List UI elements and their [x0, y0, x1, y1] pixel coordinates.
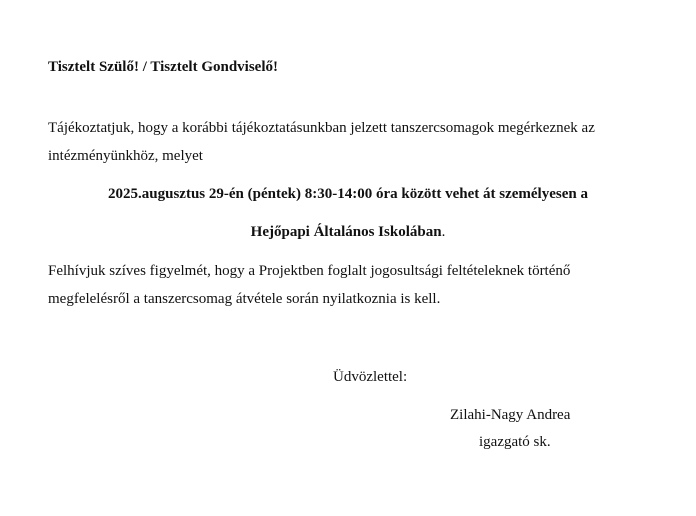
signer-name: Zilahi-Nagy Andrea	[450, 407, 571, 423]
intro-paragraph-line-2: intézményünkhöz, melyet	[48, 148, 203, 164]
location-name: Hejőpapi Általános Iskolában	[250, 224, 442, 240]
pickup-schedule: 2025.augusztus 29-én (péntek) 8:30-14:00 óra között vehet át személyesen a	[108, 186, 588, 202]
notice-paragraph-line-2: megfelelésről a tanszercsomag átvétele során nyilatkoznia is kell.	[48, 291, 441, 307]
signer-title: igazgató sk.	[479, 434, 551, 450]
notice-paragraph-line-1: Felhívjuk szíves figyelmét, hogy a Projektben foglalt jogosultsági feltételeknek történő	[48, 263, 571, 279]
greeting-heading: Tisztelt Szülő! / Tisztelt Gondviselő!	[48, 59, 279, 75]
intro-paragraph-line-1: Tájékoztatjuk, hogy a korábbi tájékoztatásunkban jelzett tanszercsomagok megérkeznek az	[48, 120, 595, 136]
pickup-location	[0, 222, 696, 242]
location-suffix: .	[441, 224, 446, 240]
closing-salutation: Üdvözlettel:	[333, 369, 408, 385]
